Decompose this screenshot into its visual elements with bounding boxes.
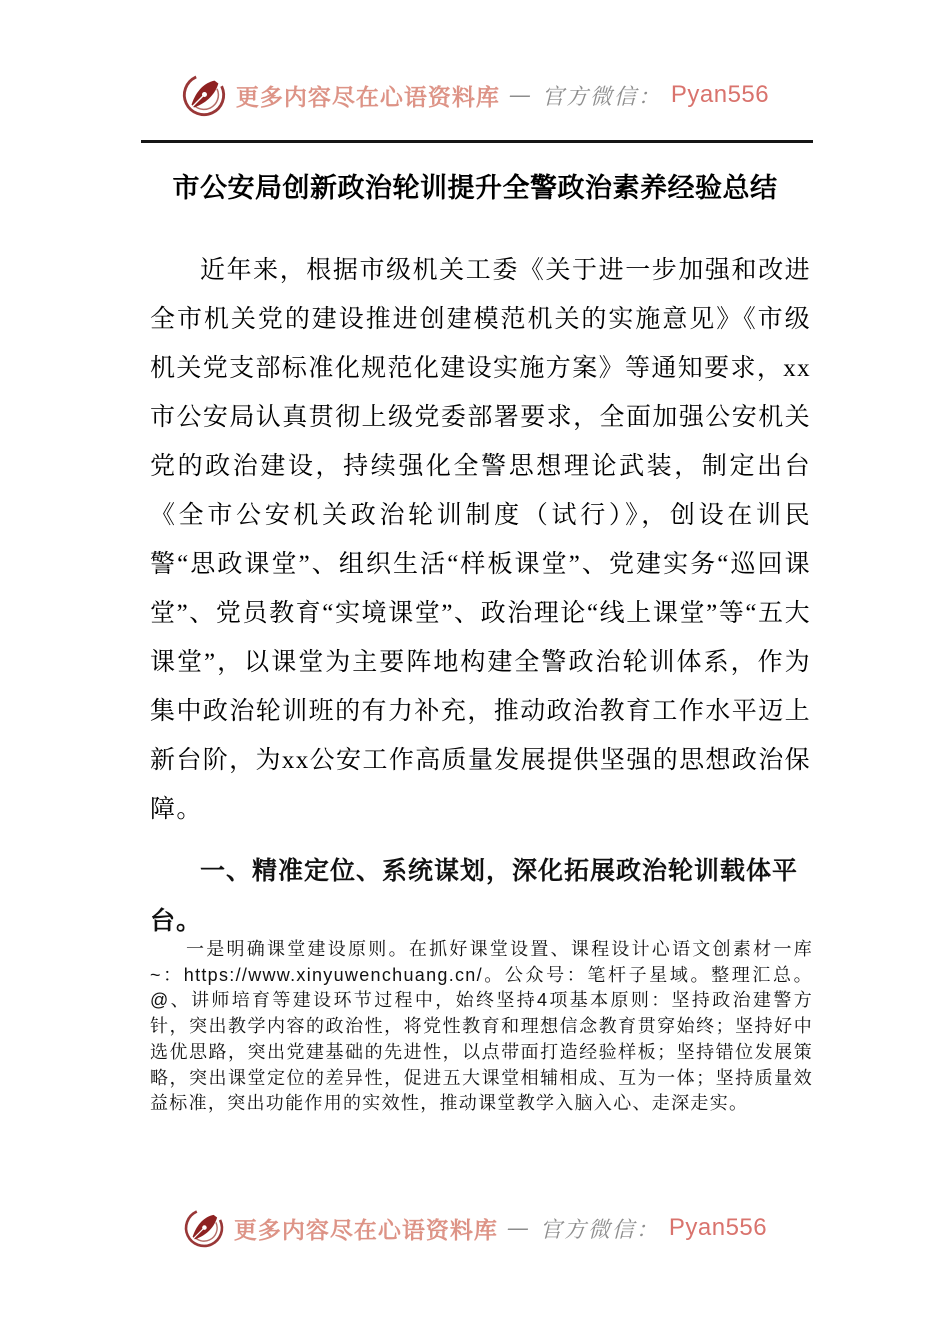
section-1-heading: 一、精准定位、系统谋划，深化拓展政治轮训载体平台。 xyxy=(150,857,799,935)
pen-nib-circle-icon xyxy=(183,1207,225,1249)
watermark-channel-label: 官方微信： xyxy=(541,84,662,110)
section-1-paragraph: 一是明确课堂建设原则。在抓好课堂设置、课程设计心语文创素材一库~：https://www.xinyuwenchuang.cn/。公众号：笔杆子星域。整理汇总。@、讲师培育等建设环节过程中，始终坚持4项基本原则：坚持政治建警方针，突出教学内容的政治性，将党性教育和理想信念教育贯穿始终；坚持好中选优思路，突出党建基础的先进性，以点带面打造经验样板；坚持错位发展策略，突出课堂定位的差异性，促进五大课堂相辅相成、互为一体；坚持质量效益标准，突出功能作用的实效性，推动课堂教学入脑入心、走深走实。 xyxy=(150,939,813,1114)
watermark-brand-text: 更多内容尽在心语资料库 xyxy=(233,1217,498,1243)
document-title: 市公安局创新政治轮训提升全警政治素养经验总结 xyxy=(172,173,778,203)
watermark-channel-label: 官方微信： xyxy=(539,1217,660,1243)
intro-paragraph: 近年来，根据市级机关工委《关于进一步加强和改进全市机关党的建设推进创建模范机关的实施意见》《市级机关党支部标准化规范化建设实施方案》等通知要求，xx市公安局认真贯彻上级党委部署要求，全面加强公安机关党的政治建设，持续强化全警思想理论武装，制定出台《全市公安机关政治轮训制度（试行）》，创设在训民警“思政课堂”、组织生活“样板课堂”、党建实务“巡回课堂”、党员教育“实境课堂”、政治理论“线上课堂”等“五大课堂”，以课堂为主要阵地构建全警政治轮训体系，作为集中政治轮训班的有力补充，推动政治教育工作水平迈上新台阶，为xx公安工作高质量发展提供坚强的思想政治保障。 xyxy=(150,257,811,823)
watermark-dash: — xyxy=(506,1215,531,1241)
header-divider xyxy=(141,140,813,143)
header-watermark xyxy=(0,72,950,118)
watermark-brand-text: 更多内容尽在心语资料库 xyxy=(235,84,500,110)
watermark-dash: — xyxy=(508,82,533,108)
footer-watermark xyxy=(0,1207,950,1249)
pen-nib-circle-icon xyxy=(181,72,227,118)
watermark-wechat-id: Pyan556 xyxy=(668,1214,768,1241)
watermark-wechat-id: Pyan556 xyxy=(670,81,770,108)
